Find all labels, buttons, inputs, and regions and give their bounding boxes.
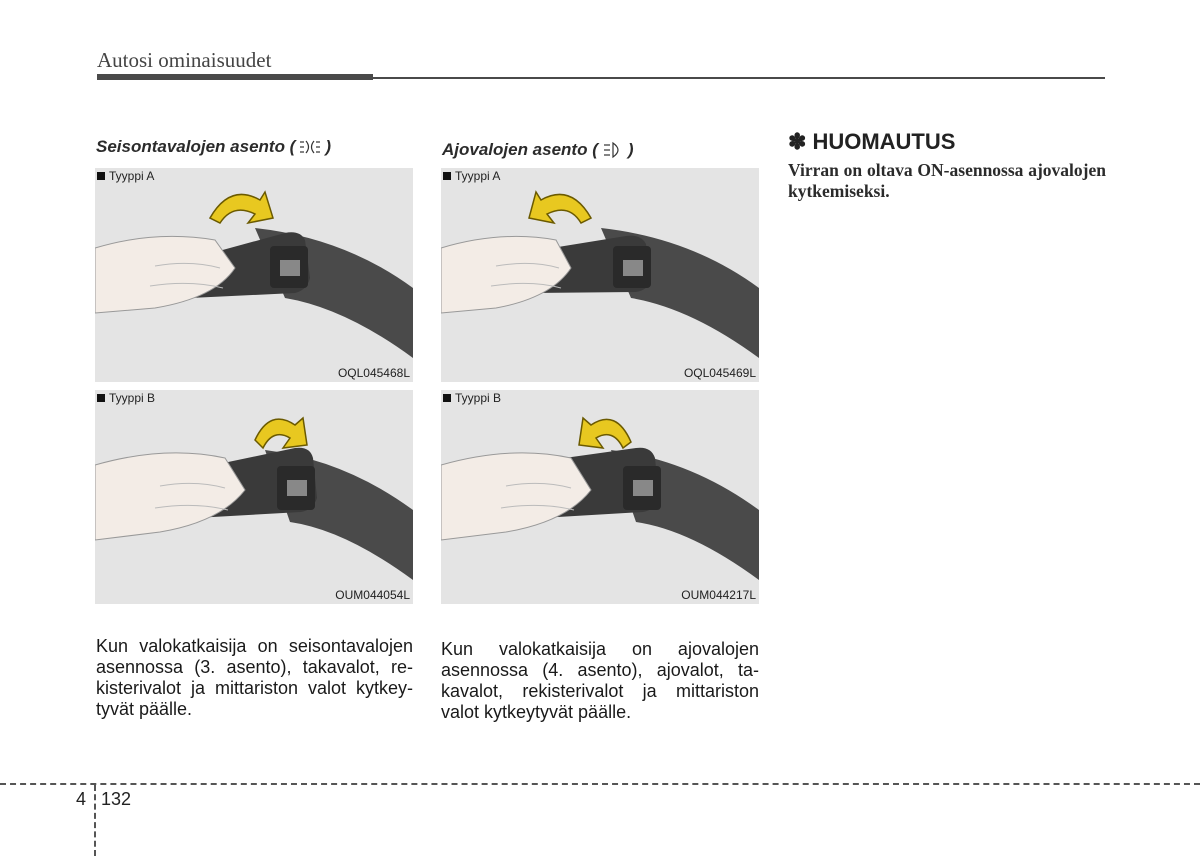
headlight-icon [601, 140, 625, 160]
headlight-description: Kun valokatkaisija on ajovalojen asennossa (4. asento), ajovalot, takavalot, rekisterivalot ja mittariston valot kytkeytyvät päälle. [441, 639, 759, 722]
footer-vertical-divider [94, 785, 96, 856]
figure-type-label: Tyyppi A [97, 169, 154, 183]
notice-heading [788, 129, 955, 155]
heading-text: Ajovalojen asento ( [442, 140, 598, 159]
figure-type-b [441, 390, 759, 604]
figure-code: OQL045468L [337, 366, 410, 380]
figure-type-label: Tyyppi B [443, 391, 501, 405]
heading-close: ) [627, 140, 634, 159]
header-rule-thin [373, 77, 1105, 79]
header-rule [97, 74, 373, 80]
footer-divider [0, 783, 1200, 785]
figure-type-label: Tyyppi A [443, 169, 500, 183]
chapter-number: 4 [76, 789, 87, 809]
figure-type-b [95, 390, 413, 604]
stalk-illustration [441, 168, 759, 382]
page-number: 132 [101, 789, 132, 809]
stalk-illustration [95, 390, 413, 604]
heading-text: Seisontavalojen asento ( [96, 137, 296, 156]
figure-type-a [441, 168, 759, 382]
notice-symbol-icon: ✽ [788, 129, 807, 154]
header-title: Autosi ominaisuudet [97, 48, 272, 72]
parking-light-description: Kun valokatkaisija on seisontavalojen asennossa (3. asento), takavalot, rekisterivalot ja mittariston valot kytkeytyvät päälle. [96, 636, 413, 719]
heading-close: ) [325, 137, 332, 156]
figure-type-a [95, 168, 413, 382]
parking-light-heading [96, 137, 331, 157]
figure-code: OQL045469L [683, 366, 756, 380]
notice-title: HUOMAUTUS [812, 129, 956, 154]
parking-light-icon [298, 137, 322, 157]
figure-type-label: Tyyppi B [97, 391, 155, 405]
figure-code: OUM044217L [681, 588, 756, 602]
notice-text: Virran on oltava ON-asennossa ajovalojen kytkemiseksi. [788, 160, 1106, 201]
figure-code: OUM044054L [335, 588, 410, 602]
headlight-heading [442, 140, 634, 160]
stalk-illustration [95, 168, 413, 382]
stalk-illustration [441, 390, 759, 604]
